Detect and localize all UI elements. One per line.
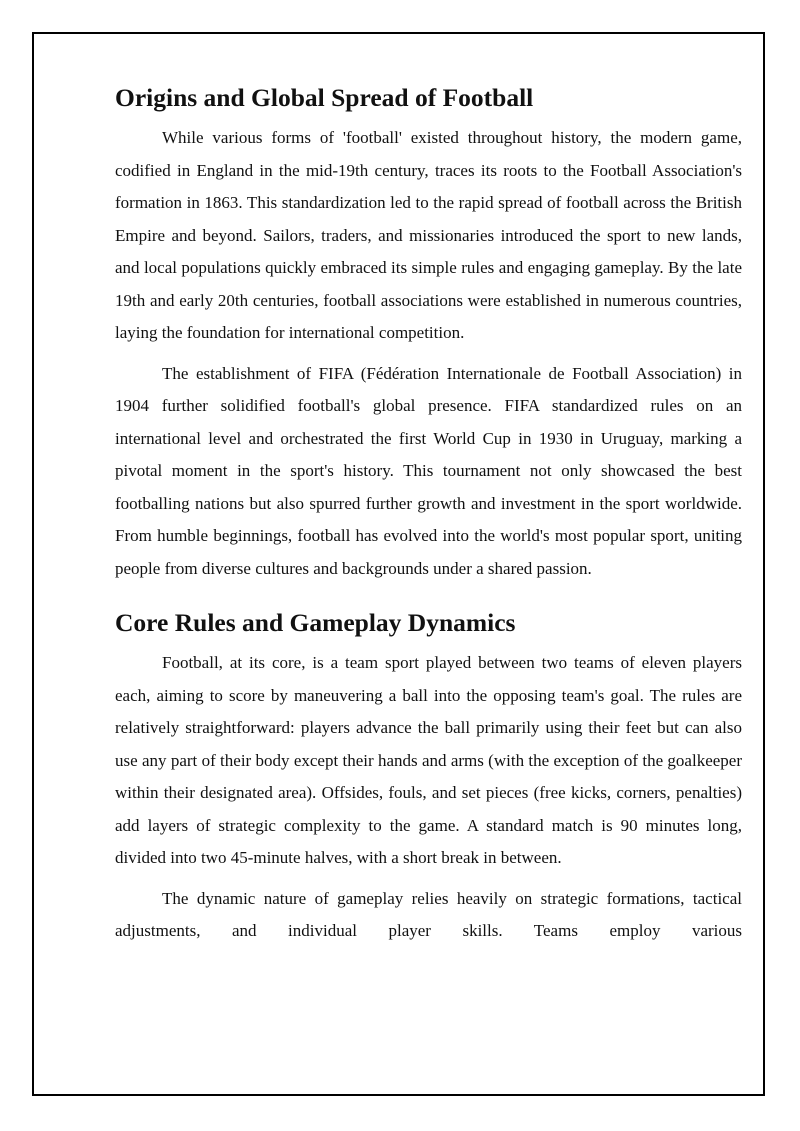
paragraph-origins-2: The establishment of FIFA (Fédération Internationale de Football Association) in 1904 further solidified football's global presence. FIFA standardized rules on an international level and orchestrated the first World Cup in 1930 in Uruguay, marking a pivotal moment in the sport's history. This tournament not only showcased the best footballing nations but also spurred further growth and investment in the sport worldwide. From humble beginnings, football has evolved into the world's most popular sport, uniting people from diverse cultures and backgrounds under a shared passion. xyxy=(115,363,742,578)
section-heading-origins: Origins and Global Spread of Football xyxy=(115,83,534,112)
paragraph-core-rules-1: Football, at its core, is a team sport played between two teams of eleven players each, aiming to score by maneuvering a ball into the opposing team's goal. The rules are relatively straightforward: players advance the ball primarily using their feet but can also use any part of their body except their hands and arms (with the exception of the goalkeeper within their designated area). Offsides, fouls, and set pieces (free kicks, corners, penalties) add layers of strategic complexity to the game. A standard match is 90 minutes long, divided into two 45-minute halves, with a short break in between. xyxy=(115,653,742,867)
paragraph-core-rules-2: The dynamic nature of gameplay relies heavily on strategic formations, tactical adjustments, and individual player skills. Teams employ various xyxy=(115,888,742,940)
section-heading-core-rules: Core Rules and Gameplay Dynamics xyxy=(115,608,516,637)
document-body xyxy=(115,82,742,948)
paragraph-origins-1: While various forms of 'football' existed throughout history, the modern game, codified in England in the mid-19th century, traces its roots to the Football Association's formation in 1863. This standardization led to the rapid spread of football across the British Empire and beyond. Sailors, traders, and missionaries introduced the sport to new lands, and local populations quickly embraced its simple rules and engaging gameplay. By the late 19th and early 20th centuries, football associations were established in numerous countries, laying the foundation for international competition. xyxy=(115,128,742,342)
